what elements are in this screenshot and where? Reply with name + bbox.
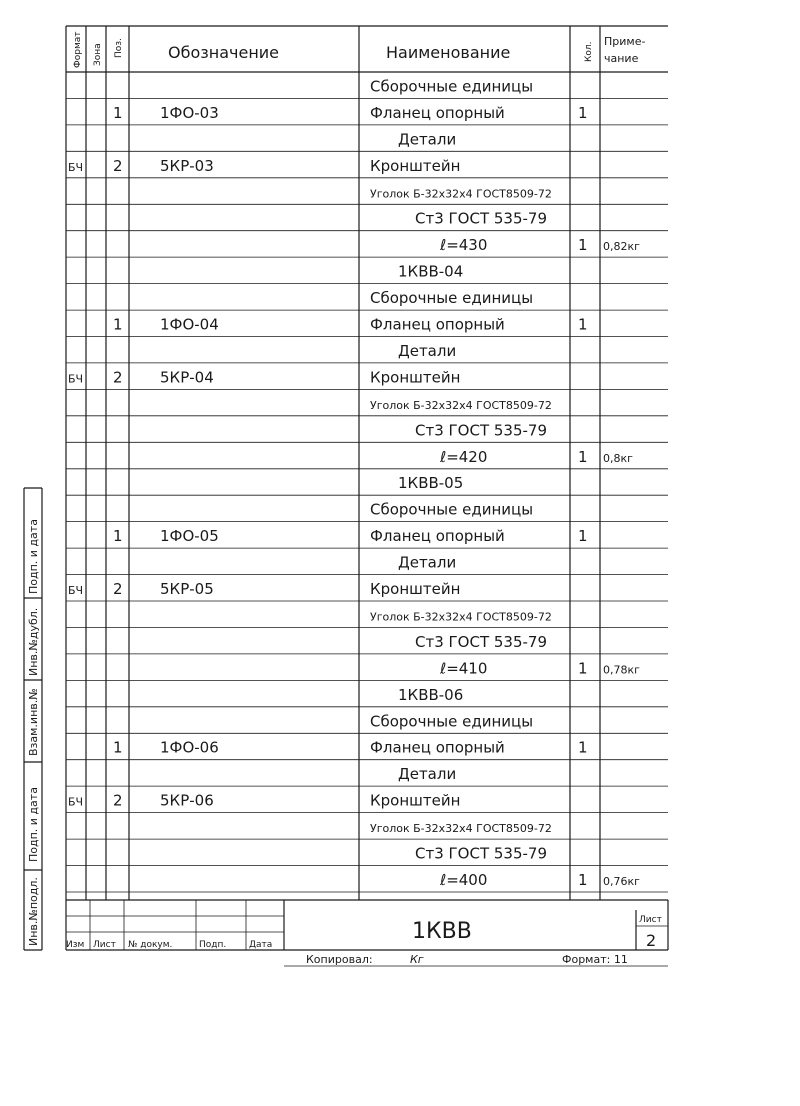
cell-name: Ст3 ГОСТ 535-79 <box>415 421 548 440</box>
table-row <box>398 342 456 360</box>
cell-pos: 1 <box>113 315 123 334</box>
cell-name: Фланец опорный <box>370 738 505 757</box>
cell-designation: 1ФО-05 <box>160 527 219 546</box>
title-block <box>66 900 668 950</box>
cell-name: Ст3 ГОСТ 535-79 <box>415 844 548 863</box>
table-body <box>68 78 640 890</box>
cell-name: Сборочные единицы <box>370 712 534 731</box>
footer-copied: Копировал: <box>306 953 373 966</box>
header-note-1: Приме- <box>604 35 646 48</box>
cell-format: БЧ <box>68 160 84 174</box>
cell-designation: 1ФО-04 <box>160 315 219 334</box>
cell-format: БЧ <box>68 795 84 809</box>
table-row <box>439 236 640 254</box>
tb-col-izm: Изм <box>66 940 85 950</box>
table-row <box>398 686 463 704</box>
cell-name: Уголок Б-32х32х4 ГОСТ8509-72 <box>370 610 552 624</box>
header-name: Наименование <box>386 43 511 62</box>
cell-name: Сборочные единицы <box>370 77 534 96</box>
cell-designation: 1ФО-06 <box>160 738 219 757</box>
footer-copied-sign: Кг <box>410 953 424 966</box>
cell-name: ℓ=420 <box>440 447 488 466</box>
cell-pos: 1 <box>113 103 123 122</box>
table-row <box>370 611 552 624</box>
table-row <box>398 474 463 492</box>
cell-name: Фланец опорный <box>370 315 505 334</box>
cell-qty: 1 <box>578 447 588 466</box>
cell-pos: 2 <box>113 580 123 598</box>
cell-qty: 1 <box>578 236 588 255</box>
cell-name: Детали <box>398 553 457 572</box>
cell-name: Детали <box>398 130 457 149</box>
tb-col-list: Лист <box>93 940 116 950</box>
cell-designation: 1ФО-03 <box>160 103 219 122</box>
tb-doc-code: 1КВВ <box>412 919 472 944</box>
table-row <box>68 368 460 386</box>
cell-name: Уголок Б-32х32х4 ГОСТ8509-72 <box>370 822 552 836</box>
cell-name: Фланец опорный <box>370 103 505 122</box>
table-row <box>415 421 547 439</box>
header-qty: Кол. <box>584 41 594 62</box>
table-row <box>370 712 533 730</box>
table-row <box>398 554 456 572</box>
cell-qty: 1 <box>578 871 588 889</box>
footer <box>284 953 668 966</box>
table-row <box>113 739 588 757</box>
cell-qty: 1 <box>578 103 588 122</box>
cell-name: Детали <box>398 765 457 784</box>
cell-pos: 1 <box>113 527 123 546</box>
cell-format: БЧ <box>68 584 84 597</box>
header-note-2: чание <box>604 52 639 65</box>
cell-name: Сборочные единицы <box>370 289 534 308</box>
row-lines <box>66 99 668 893</box>
table-row <box>370 289 533 307</box>
table-row <box>370 501 533 519</box>
cell-name: ℓ=410 <box>440 659 488 678</box>
cell-name: Кронштейн <box>370 580 461 598</box>
table-row <box>370 822 552 835</box>
table-row <box>113 316 588 334</box>
table-row <box>439 448 633 466</box>
table-row <box>113 104 588 122</box>
header-pos: Поз. <box>114 38 124 58</box>
header-zone: Зона <box>93 43 103 66</box>
cell-qty: 1 <box>578 527 588 546</box>
tb-col-data: Дата <box>249 940 273 950</box>
cell-name: Детали <box>398 341 457 360</box>
table-row <box>398 263 463 281</box>
cell-qty: 1 <box>578 738 588 757</box>
cell-name: 1КВВ-06 <box>398 685 464 704</box>
cell-note: 0,82кг <box>603 240 640 254</box>
cell-name: Фланец опорный <box>370 527 505 546</box>
stamp-podp-data-2: Подп. и дата <box>27 519 40 594</box>
cell-name: ℓ=400 <box>440 871 488 889</box>
header-designation: Обозначение <box>168 43 280 62</box>
tb-sheet-label: Лист <box>639 915 662 925</box>
cell-name: Уголок Б-32х32х4 ГОСТ8509-72 <box>370 187 552 201</box>
tb-sheet-number: 2 <box>646 931 657 950</box>
cell-pos: 2 <box>113 156 123 175</box>
stamp-inv-podl: Инв.№подл. <box>27 877 40 946</box>
stamp-vzam-inv: Взам.инв.№ <box>27 688 40 756</box>
cell-designation: 5КР-05 <box>160 580 214 598</box>
table-row <box>68 580 460 598</box>
cell-note: 0,8кг <box>603 451 633 465</box>
table-row <box>113 527 588 545</box>
cell-format: БЧ <box>68 372 84 386</box>
table-row <box>68 157 460 175</box>
stamp-podp-data-1: Подп. и дата <box>27 787 40 862</box>
cell-name: Ст3 ГОСТ 535-79 <box>415 632 548 651</box>
table-row <box>68 792 460 810</box>
footer-format: Формат: 11 <box>562 953 628 966</box>
table-row <box>398 765 456 783</box>
cell-name: Кронштейн <box>370 156 461 175</box>
cell-designation: 5КР-06 <box>160 791 214 810</box>
cell-qty: 1 <box>578 659 588 678</box>
frame <box>66 26 668 950</box>
cell-qty: 1 <box>578 315 588 334</box>
header-format: Формат <box>73 31 83 68</box>
table-row <box>415 845 547 863</box>
table-row <box>415 210 547 228</box>
table-row <box>398 130 456 148</box>
table-row <box>370 187 552 200</box>
cell-name: Ст3 ГОСТ 535-79 <box>415 209 548 228</box>
cell-name: 1КВВ-05 <box>398 474 464 493</box>
cell-note: 0,78кг <box>603 663 640 677</box>
stamp-inv-dubl: Инв.№дубл. <box>27 607 40 676</box>
cell-pos: 2 <box>113 791 123 810</box>
table-row <box>370 399 552 412</box>
cell-pos: 2 <box>113 368 123 387</box>
cell-name: 1КВВ-04 <box>398 262 464 281</box>
side-stamp <box>24 488 42 950</box>
cell-note: 0,76кг <box>603 875 640 888</box>
table-row <box>370 78 533 96</box>
cell-name: ℓ=430 <box>440 236 488 255</box>
cell-designation: 5КР-04 <box>160 368 214 387</box>
cell-name: Сборочные единицы <box>370 500 534 519</box>
cell-name: Кронштейн <box>370 368 461 387</box>
tb-col-ndok: № докум. <box>128 940 173 950</box>
cell-name: Уголок Б-32х32х4 ГОСТ8509-72 <box>370 398 552 412</box>
cell-name: Кронштейн <box>370 791 461 810</box>
table-row <box>415 633 547 651</box>
cell-pos: 1 <box>113 738 123 757</box>
cell-designation: 5КР-03 <box>160 156 214 175</box>
tb-col-podp: Подп. <box>199 940 227 950</box>
table-row <box>439 659 640 677</box>
table-row <box>439 871 640 889</box>
